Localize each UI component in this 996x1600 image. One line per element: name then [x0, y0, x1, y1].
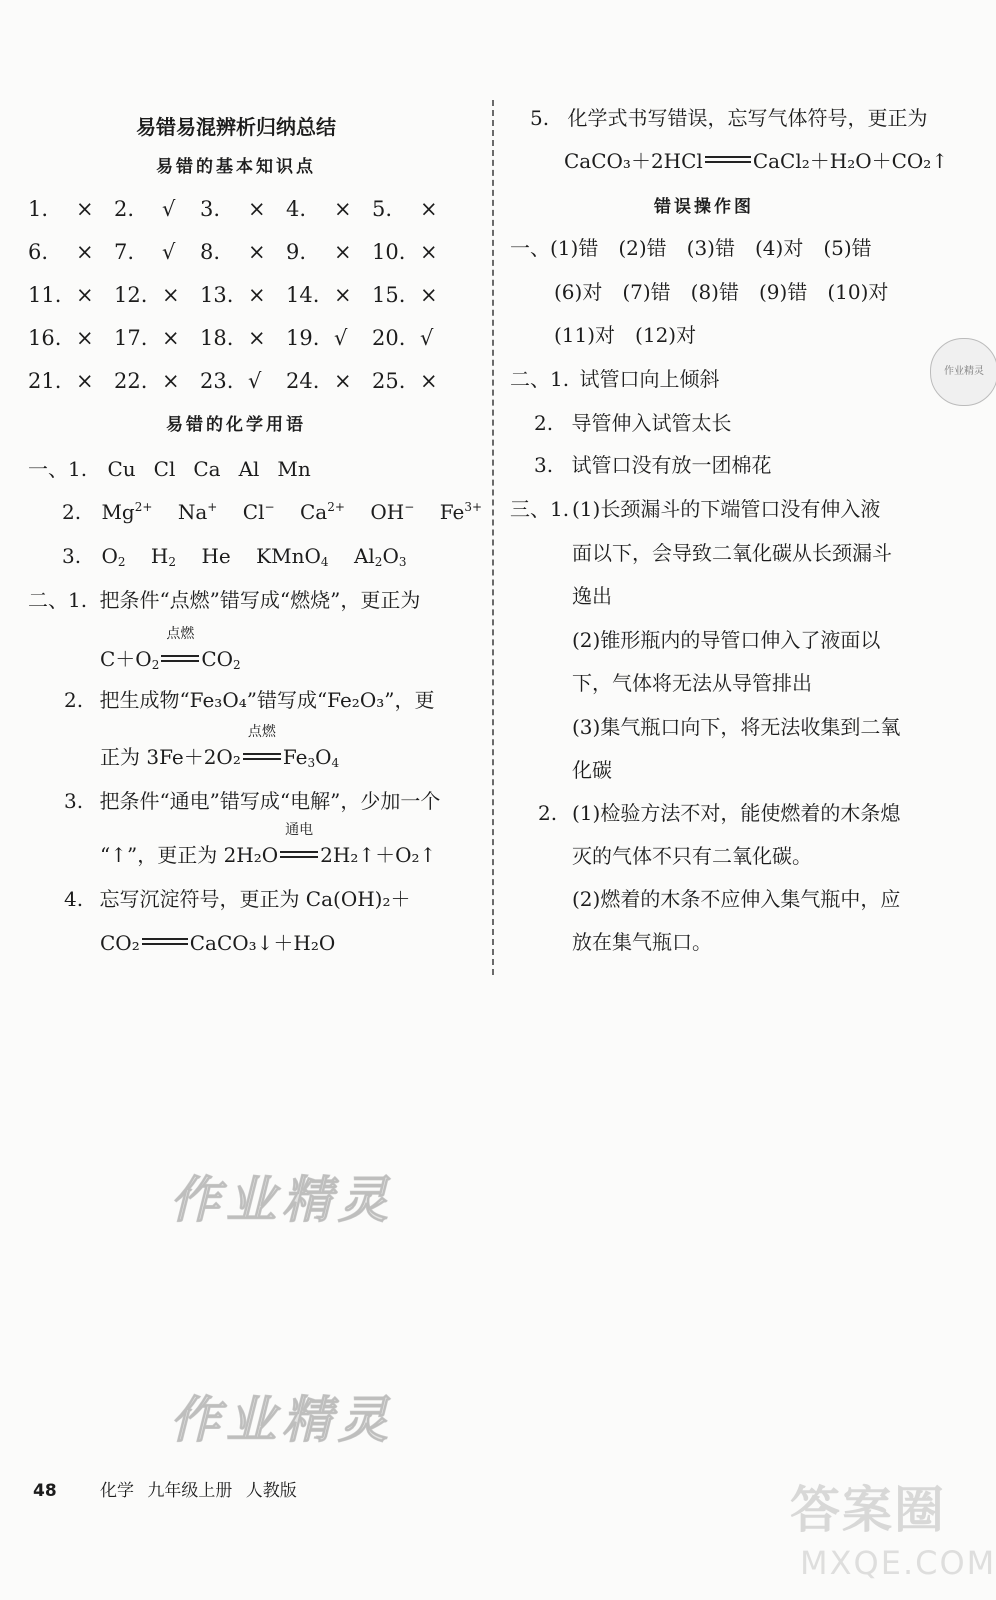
answer-label: 一、1.	[28, 457, 88, 481]
question-number: 1.	[28, 197, 49, 221]
element-symbol: Al	[238, 457, 260, 481]
answer-p2-1: 二、1. 试管口向上倾斜	[510, 367, 720, 391]
question-number: 9.	[286, 240, 307, 264]
operation-row-2: (6)对 (7)错 (8)错 (9)错 (10)对	[554, 280, 889, 304]
answer-mark: ×	[334, 283, 352, 307]
logo-text: 答案圈	[790, 1480, 946, 1539]
question-number: 3.	[200, 197, 221, 221]
question-number: 15.	[372, 283, 406, 307]
answer-mark: ×	[162, 326, 180, 350]
answer-mark: ×	[248, 240, 266, 264]
marks-row	[28, 280, 458, 310]
answer-2-2: 2. 把生成物“Fe₃O₄”错写成“Fe₂O₃”，更	[64, 688, 435, 712]
answer-line: 下，气体将无法从导管排出	[572, 671, 812, 695]
equation-carbon-combustion: $C+O_2$ 点燃 $CO_2$	[100, 626, 241, 672]
element-symbol: Mn	[277, 457, 311, 481]
answer-mark: ×	[248, 283, 266, 307]
answer-mark: ×	[162, 283, 180, 307]
site-logo	[790, 1470, 996, 1590]
question-number: 19.	[286, 326, 320, 350]
answer-line: (1)检验方法不对，能使燃着的木条熄	[572, 801, 901, 825]
section-title-basic-knowledge: 易错的基本知识点	[156, 157, 316, 177]
formula-list: $O_2$ $H_2$ He KMnO$_4$ $Al_2O_3$	[101, 544, 407, 569]
equation-iron-combustion: 正为 3Fe＋2O₂ 点燃 $Fe_3O_4$	[100, 724, 340, 770]
question-number: 11.	[28, 283, 62, 307]
question-number: 10.	[372, 240, 406, 264]
reaction-condition: 点燃	[159, 644, 201, 674]
operation-row-3: (11)对 (12)对	[554, 323, 697, 347]
answer-line: (2)燃着的木条不应伸入集气瓶中，应	[572, 887, 901, 911]
answer-mark: ×	[248, 326, 266, 350]
marks-row	[28, 237, 458, 267]
answer-mark: ×	[76, 326, 94, 350]
answer-1-3	[62, 541, 406, 571]
equation-caco3-hcl: CaCO₃＋2HCl CaCl₂＋H₂O＋CO₂↑	[564, 149, 949, 173]
question-number: 5.	[372, 197, 393, 221]
answer-2-4: 4. 忘写沉淀符号，更正为 Ca(OH)₂＋	[64, 887, 411, 911]
answer-line: 放在集气瓶口。	[572, 930, 712, 954]
answer-2-5: 5. 化学式书写错误，忘写气体符号，更正为	[530, 106, 928, 130]
answer-mark: ×	[162, 369, 180, 393]
answer-mark: ×	[420, 197, 438, 221]
watermark: 作业精灵	[170, 1390, 394, 1449]
equation-limewater: CO₂ CaCO₃↓＋H₂O	[100, 931, 336, 955]
answer-mark: ×	[76, 369, 94, 393]
section-main-title: 易错易混辨析归纳总结	[136, 115, 336, 139]
question-number: 22.	[114, 369, 148, 393]
answer-mark: √	[334, 326, 348, 350]
answer-1-2	[62, 497, 482, 527]
element-symbol: Cu	[107, 457, 136, 481]
marks-row	[28, 323, 458, 353]
answer-mark: √	[162, 240, 176, 264]
question-number: 4.	[286, 197, 307, 221]
answer-mark: ×	[420, 369, 438, 393]
answer-mark: ×	[76, 197, 94, 221]
question-number: 24.	[286, 369, 320, 393]
question-number: 13.	[200, 283, 234, 307]
question-number: 25.	[372, 369, 406, 393]
equation-water-electrolysis: “↑”，更正为 2H₂O 通电 2H₂↑＋O₂↑	[100, 840, 436, 870]
answer-mark: √	[248, 369, 262, 393]
question-number: 17.	[114, 326, 148, 350]
marks-row	[28, 194, 458, 224]
answer-mark: ×	[248, 197, 266, 221]
question-number: 12.	[114, 283, 148, 307]
question-number: 8.	[200, 240, 221, 264]
element-symbol: Ca	[193, 457, 221, 481]
answer-p3-1-label: 三、1.	[510, 497, 570, 521]
answer-mark: ×	[334, 240, 352, 264]
question-number: 21.	[28, 369, 62, 393]
footer-book-info: 化学 九年级上册 人教版	[100, 1481, 297, 1501]
section-title-chem-terms: 易错的化学用语	[166, 415, 306, 435]
reaction-condition: 点燃	[241, 742, 283, 772]
answer-mark: ×	[420, 283, 438, 307]
question-number: 2.	[114, 197, 135, 221]
answer-label: 2.	[62, 500, 82, 524]
answer-mark: √	[162, 197, 176, 221]
question-number: 14.	[286, 283, 320, 307]
section-title-wrong-operations: 错误操作图	[654, 197, 754, 217]
answer-line: (3)集气瓶口向下，将无法收集到二氧	[572, 714, 901, 739]
answer-line: (2)锥形瓶内的导管口伸入了液面以	[572, 627, 881, 652]
page-number: 48	[33, 1481, 57, 1501]
answer-line: 面以下，会导致二氧化碳从长颈漏斗	[572, 540, 892, 565]
answer-mark: ×	[76, 240, 94, 264]
operation-row-1: 一、(1)错 (2)错 (3)错 (4)对 (5)错	[510, 236, 872, 260]
question-number: 18.	[200, 326, 234, 350]
answer-mark: ×	[334, 369, 352, 393]
answer-label: 3.	[62, 544, 82, 568]
answer-line: 逸出	[572, 584, 612, 608]
answer-mark: √	[420, 326, 434, 350]
answer-p2-3: 3. 试管口没有放一团棉花	[534, 453, 772, 477]
question-number: 7.	[114, 240, 135, 264]
element-symbol: Cl	[153, 457, 176, 481]
element-symbols	[93, 457, 310, 481]
column-divider	[492, 100, 494, 975]
answer-line: 化碳	[572, 758, 612, 782]
watermark: 作业精灵	[170, 1170, 394, 1229]
answer-2-1: 二、1. 把条件“点燃”错写成“燃烧”，更正为	[28, 588, 421, 612]
reaction-condition: 通电	[278, 840, 320, 870]
marks-row	[28, 366, 458, 396]
side-tab: 作业精灵	[930, 338, 996, 406]
ion-list: $Mg^{2+}$ Na+ Cl− $Ca^{2+}$ OH− $Fe^{3+}$	[101, 500, 483, 524]
answer-p3-2-label: 2.	[538, 801, 558, 825]
answer-p2-2: 2. 导管伸入试管太长	[534, 411, 732, 435]
question-number: 23.	[200, 369, 234, 393]
answer-mark: ×	[76, 283, 94, 307]
question-number: 16.	[28, 326, 62, 350]
answer-line: 灭的气体不只有二氧化碳。	[572, 844, 812, 868]
answer-1-1	[28, 454, 311, 484]
answer-mark: ×	[334, 197, 352, 221]
logo-url: MXQE.COM	[800, 1544, 996, 1582]
answer-2-3: 3. 把条件“通电”错写成“电解”，少加一个	[64, 789, 441, 813]
answer-mark: ×	[420, 240, 438, 264]
question-number: 6.	[28, 240, 49, 264]
question-number: 20.	[372, 326, 406, 350]
answer-line: (1)长颈漏斗的下端管口没有伸入液	[572, 497, 881, 521]
